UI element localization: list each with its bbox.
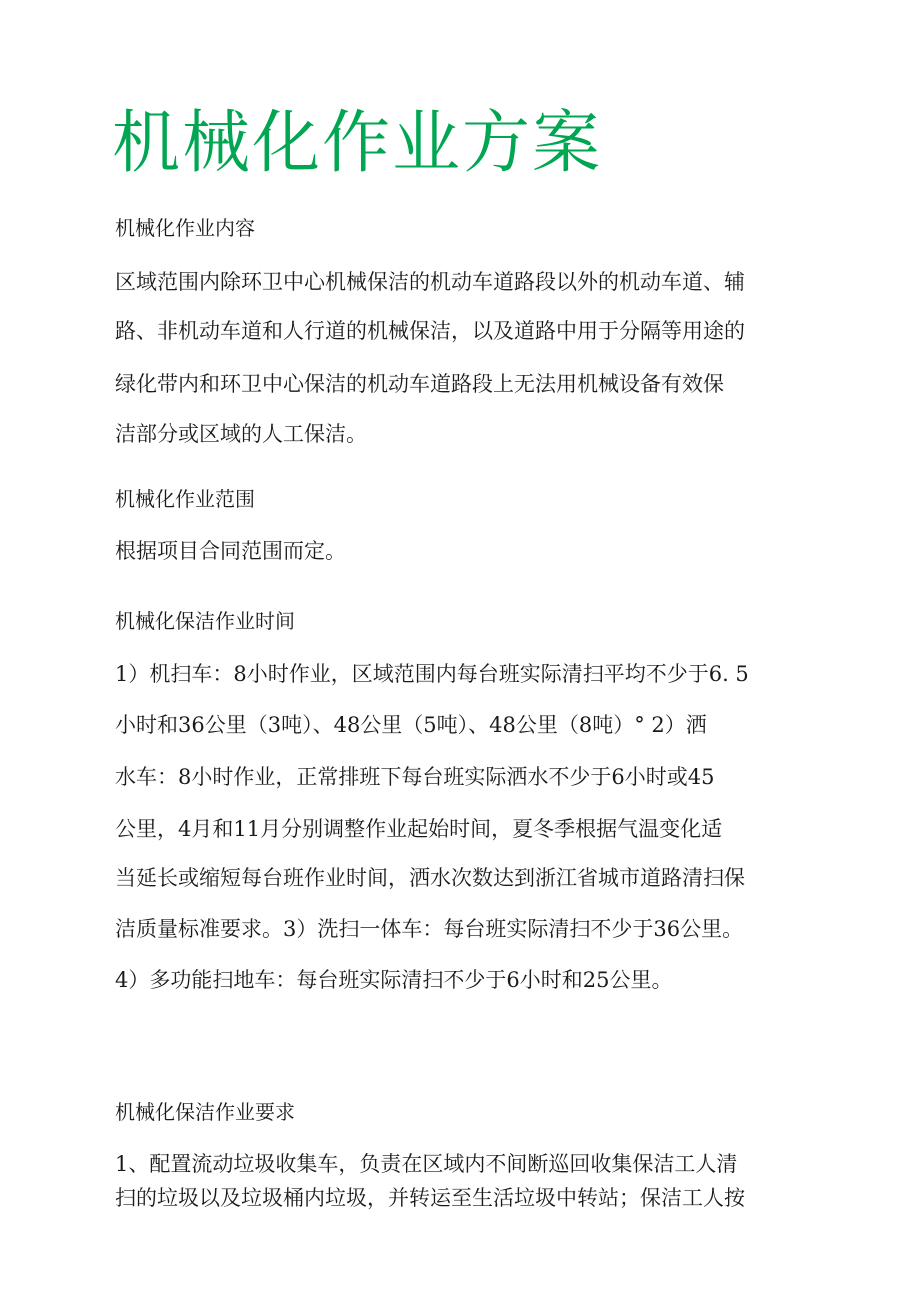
paragraph-line: 扫的垃圾以及垃圾桶内垃圾，并转运至生活垃圾中转站；保洁工人按 bbox=[115, 1186, 745, 1210]
paragraph-line: 根据项目合同范围而定。 bbox=[115, 539, 346, 563]
paragraph-line: 4）多功能扫地车：每台班实际清扫不少于6小时和25公里。 bbox=[115, 968, 673, 992]
paragraph-line: 区域范围内除环卫中心机械保洁的机动车道路段以外的机动车道、辅 bbox=[115, 270, 745, 294]
section-heading: 机械化作业内容 bbox=[115, 216, 255, 240]
section-heading: 机械化保洁作业要求 bbox=[115, 1100, 295, 1124]
paragraph-line: 1、配置流动垃圾收集车，负责在区域内不间断巡回收集保洁工人清 bbox=[115, 1152, 738, 1176]
paragraph-line: 路、非机动车道和人行道的机械保洁，以及道路中用于分隔等用途的 bbox=[115, 319, 745, 343]
paragraph-line: 小时和36公里（3吨）、48公里（5吨）、48公里（8吨）° 2）洒 bbox=[115, 713, 707, 737]
document-title: 机械化作业方案 bbox=[112, 104, 603, 183]
paragraph-line: 公里，4月和11月分别调整作业起始时间，夏冬季根据气温变化适 bbox=[115, 817, 723, 841]
paragraph-line: 绿化带内和环卫中心保洁的机动车道路段上无法用机械设备有效保 bbox=[115, 372, 724, 396]
section-heading: 机械化作业范围 bbox=[115, 487, 255, 511]
paragraph-line: 当延长或缩短每台班作业时间，洒水次数达到浙江省城市道路清扫保 bbox=[115, 866, 745, 890]
paragraph-line: 洁质量标准要求。3）洗扫一体车：每台班实际清扫不少于36公里。 bbox=[115, 917, 744, 941]
paragraph-line: 1）机扫车：8小时作业，区域范围内每台班实际清扫平均不少于6. 5 bbox=[115, 662, 749, 686]
paragraph-line: 洁部分或区域的人工保洁。 bbox=[115, 422, 367, 446]
section-heading: 机械化保洁作业时间 bbox=[115, 609, 295, 633]
paragraph-line: 水车：8小时作业，正常排班下每台班实际洒水不少于6小时或45 bbox=[115, 765, 715, 789]
